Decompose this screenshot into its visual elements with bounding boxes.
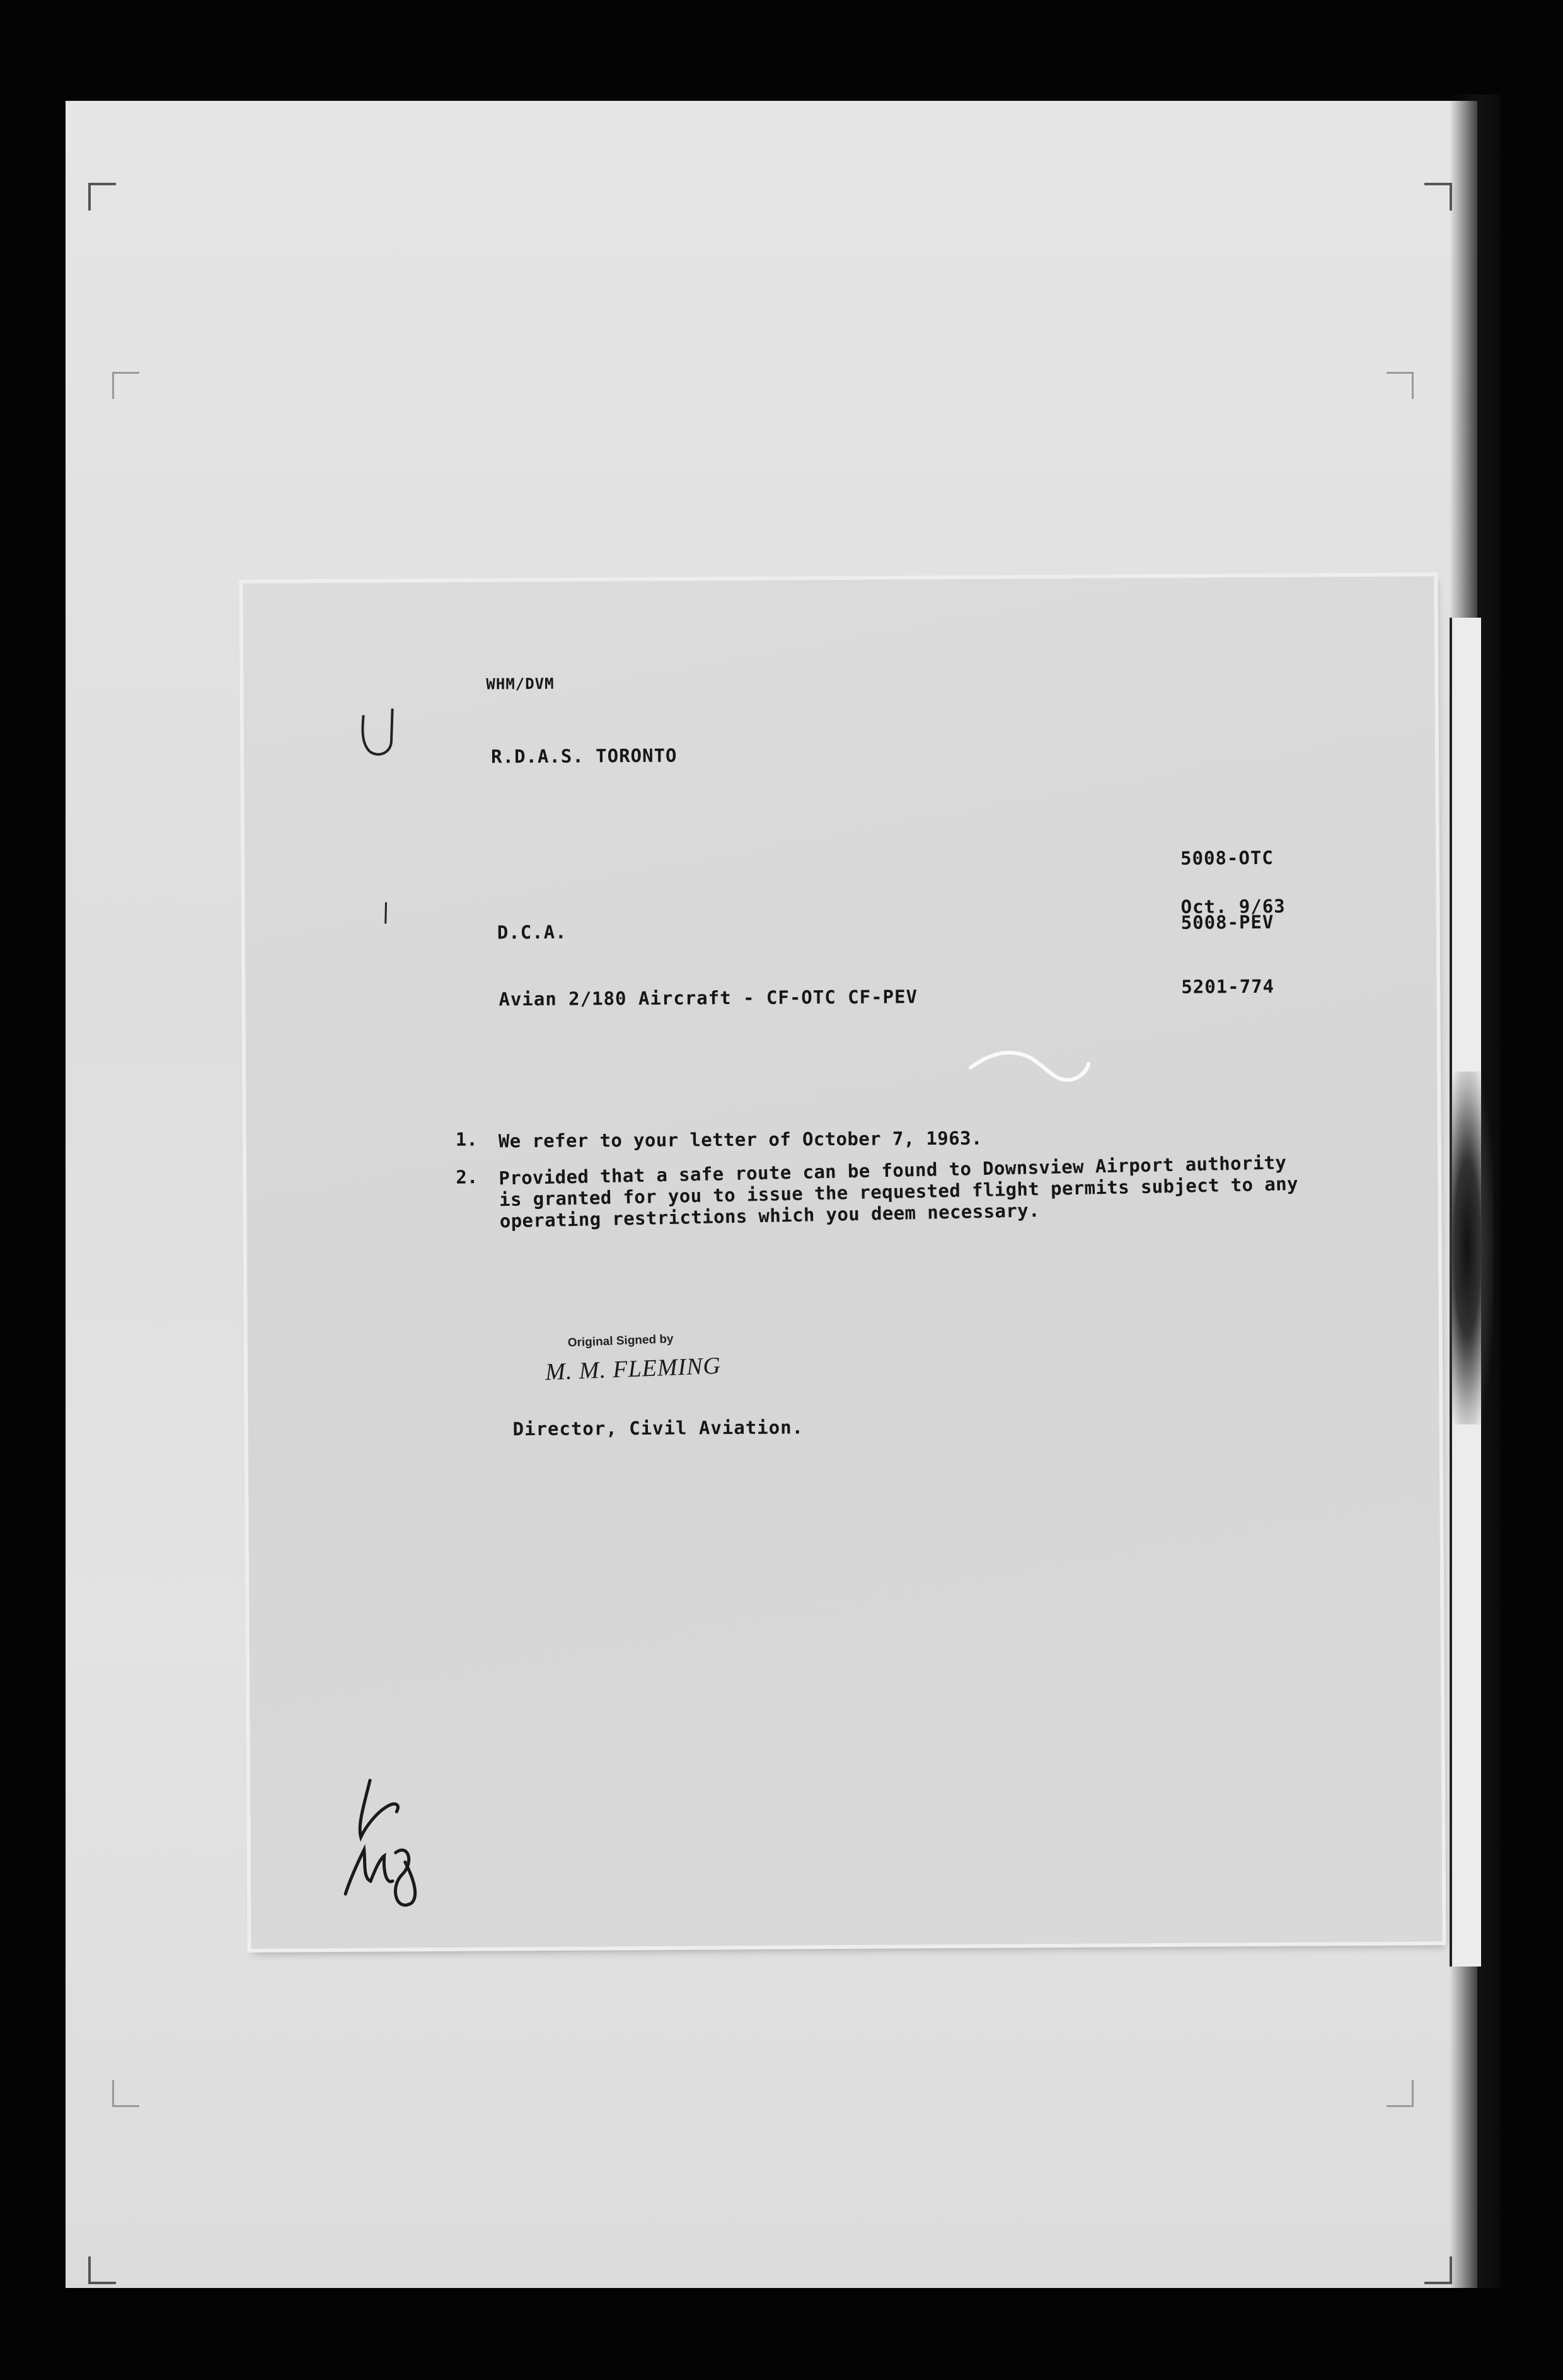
corner-mark-inner-bottom-left — [112, 2080, 139, 2107]
edge-stain — [1450, 1072, 1494, 1424]
signer-title: Director, Civil Aviation. — [512, 1416, 804, 1440]
file-reference: 5201-774 — [1181, 975, 1275, 998]
recipient: R.D.A.S. TORONTO — [490, 744, 678, 768]
paragraph-number: 2. — [456, 1166, 478, 1188]
corner-mark-top-right — [1424, 183, 1452, 211]
corner-mark-top-left — [88, 183, 116, 211]
signer-name: M. M. FLEMING — [545, 1352, 722, 1386]
paragraph-text: Provided that a safe route can be found to Downsview Airport authority is granted for you to issue the requested flight permits subject to any operating restrictions which you deem necessary. — [499, 1152, 1299, 1232]
paragraph-text: We refer to your letter of October 7, 1963. — [498, 1127, 983, 1152]
corner-mark-inner-bottom-right — [1387, 2080, 1414, 2107]
file-reference: 5008-OTC — [1180, 846, 1274, 869]
handwritten-initials-mark — [326, 1767, 453, 1957]
subject-line: Avian 2/180 Aircraft - CF-OTC CF-PEV — [499, 986, 918, 1010]
letter-page — [243, 576, 1442, 1949]
file-reference: 5008-PEV — [1180, 911, 1274, 933]
corner-mark-bottom-left — [88, 2256, 116, 2284]
signature-stamp: Original Signed by — [567, 1332, 674, 1350]
handwritten-hook-mark — [356, 702, 401, 759]
typist-initials: WHM/DVM — [486, 674, 555, 693]
sender: D.C.A. — [497, 921, 567, 944]
pen-tick-mark — [382, 901, 389, 926]
corner-mark-inner-top-right — [1387, 372, 1414, 399]
file-reference-list — [1180, 804, 1275, 1041]
corner-mark-bottom-right — [1424, 2256, 1452, 2284]
letter-date: Oct. 9/63 — [1180, 895, 1286, 918]
white-smudge-mark — [967, 1045, 1093, 1090]
paragraph-number: 1. — [455, 1128, 478, 1150]
corner-mark-inner-top-left — [112, 372, 139, 399]
